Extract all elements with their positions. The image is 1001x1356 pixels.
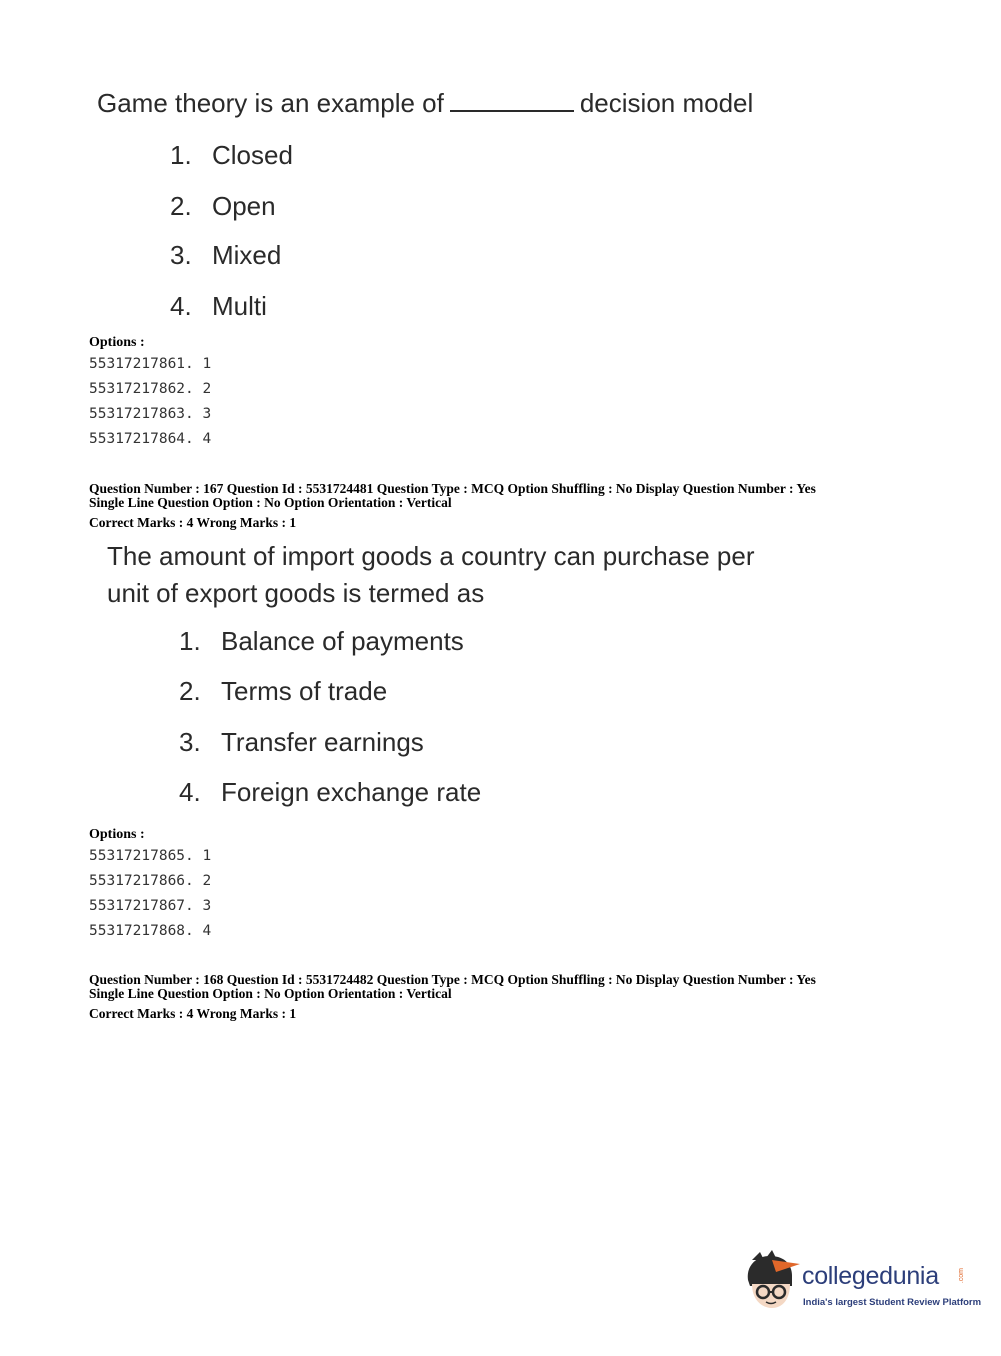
collegedunia-mascot-icon: [742, 1250, 802, 1312]
q2-choice-1: 1. Balance of payments: [179, 626, 464, 656]
q1-stem: [97, 88, 753, 119]
q1-choice-4: 4. Multi: [170, 291, 267, 321]
option-id: 55317217867. 3: [89, 898, 212, 914]
logo-name: collegedunia: [802, 1262, 939, 1290]
option-id: 55317217861. 1: [89, 356, 212, 372]
q2-stem-line2: unit of export goods is termed as: [107, 578, 485, 608]
q2-stem-line1: The amount of import goods a country can purchase per: [107, 541, 755, 571]
logo-tagline: India's largest Student Review Platform: [803, 1297, 982, 1308]
q2-choice-4: 4. Foreign exchange rate: [179, 777, 482, 807]
q1-choice-2: 2. Open: [170, 191, 276, 221]
logo-tld: .com: [958, 1268, 965, 1284]
q1-blank: [450, 90, 574, 112]
q2-meta-line1: Question Number : 167 Question Id : 5531724481 Question Type : MCQ Option Shuffling : No Display Question Number : Yes: [89, 481, 816, 496]
q2-meta-line2: Single Line Question Option : No Option Orientation : Vertical: [89, 495, 452, 510]
q2-marks: Correct Marks : 4 Wrong Marks : 1: [89, 515, 297, 530]
option-id: 55317217862. 2: [89, 381, 212, 397]
q1-choice-1: 1. Closed: [170, 140, 293, 170]
option-id: 55317217868. 4: [89, 923, 212, 939]
q2-choice-2: 2. Terms of trade: [179, 676, 388, 706]
q3-marks: Correct Marks : 4 Wrong Marks : 1: [89, 1006, 297, 1021]
q1-stem-after: decision model: [579, 88, 754, 118]
q2-options-label: Options :: [89, 827, 145, 842]
option-id: 55317217866. 2: [89, 873, 212, 889]
option-id: 55317217864. 4: [89, 431, 212, 447]
q3-meta-line2: Single Line Question Option : No Option Orientation : Vertical: [89, 986, 452, 1001]
q3-meta-line1: Question Number : 168 Question Id : 5531724482 Question Type : MCQ Option Shuffling : No Display Question Number : Yes: [89, 972, 816, 987]
q2-choice-3: 3. Transfer earnings: [179, 727, 424, 757]
q1-stem-before: Game theory is an example of: [97, 88, 444, 118]
option-id: 55317217865. 1: [89, 848, 212, 864]
q1-choice-3: 3. Mixed: [170, 240, 282, 270]
q2-stem: [107, 538, 867, 612]
option-id: 55317217863. 3: [89, 406, 212, 422]
q1-options-label: Options :: [89, 335, 145, 350]
